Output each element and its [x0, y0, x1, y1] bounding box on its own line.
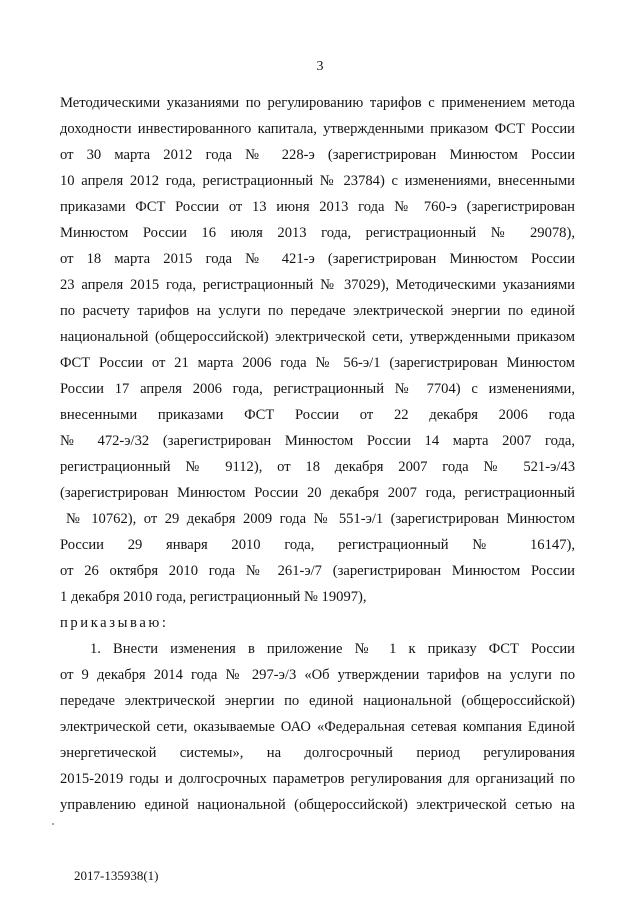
text-line: национальной (общероссийской) электрической сети, утвержденными приказом: [60, 329, 575, 345]
text-line: управлению единой национальной (общероссийской) электрической сетью на: [60, 797, 575, 813]
text-line: № 10762), от 29 декабря 2009 года № 551-э/1 (зарегистрирован Минюстом: [66, 511, 575, 527]
text-line: приказами ФСТ России от 13 июня 2013 года № 760-э (зарегистрирован: [60, 199, 575, 215]
order-keyword: приказываю:: [60, 615, 169, 631]
text-line: передаче электрической энергии по единой национальной (общероссийской): [60, 693, 575, 709]
text-line: 1. Внести изменения в приложение № 1 к приказу ФСТ России: [90, 641, 575, 657]
text-line: Минюстом России 16 июля 2013 года, регистрационный № 29078),: [60, 225, 575, 241]
text-line: России 29 января 2010 года, регистрационный № 16147),: [60, 537, 575, 553]
text-line: № 472-э/32 (зарегистрирован Минюстом России 14 марта 2007 года,: [60, 433, 575, 449]
text-line: от 18 марта 2015 года № 421-э (зарегистрирован Минюстом России: [60, 251, 575, 267]
text-line: ФСТ России от 21 марта 2006 года № 56-э/1 (зарегистрирован Минюстом: [60, 355, 575, 371]
text-line: от 30 марта 2012 года № 228-э (зарегистрирован Минюстом России: [60, 147, 575, 163]
text-line: по расчету тарифов на услуги по передаче электрической энергии по единой: [60, 303, 575, 319]
text-line: внесенными приказами ФСТ России от 22 декабря 2006 года: [60, 407, 575, 423]
text-line: 1 декабря 2010 года, регистрационный № 19097),: [60, 589, 367, 605]
text-line: 2015-2019 годы и долгосрочных параметров регулирования для организаций по: [60, 771, 575, 787]
text-line: регистрационный № 9112), от 18 декабря 2007 года № 521-э/43: [60, 459, 575, 475]
text-line: доходности инвестированного капитала, утвержденными приказом ФСТ России: [60, 121, 575, 137]
margin-mark: [52, 823, 54, 825]
text-line: 10 апреля 2012 года, регистрационный № 23784) с изменениями, внесенными: [60, 173, 575, 189]
text-line: России 17 апреля 2006 года, регистрационный № 7704) с изменениями,: [60, 381, 575, 397]
text-line: 23 апреля 2015 года, регистрационный № 37029), Методическими указаниями: [60, 277, 575, 293]
document-body: [60, 90, 575, 818]
text-line: электрической сети, оказываемые ОАО «Федеральная сетевая компания Единой: [60, 719, 575, 735]
text-line: Методическими указаниями по регулированию тарифов с применением метода: [60, 95, 575, 111]
page-number: 3: [316, 59, 324, 74]
text-line: от 9 декабря 2014 года № 297-э/3 «Об утверждении тарифов на услуги по: [60, 667, 575, 683]
text-line: (зарегистрирован Минюстом России 20 декабря 2007 года, регистрационный: [60, 485, 575, 501]
document-id: 2017-135938(1): [74, 868, 159, 883]
text-line: энергетической системы», на долгосрочный период регулирования: [60, 745, 575, 761]
text-line: от 26 октября 2010 года № 261-э/7 (зарегистрирован Минюстом России: [60, 563, 575, 579]
